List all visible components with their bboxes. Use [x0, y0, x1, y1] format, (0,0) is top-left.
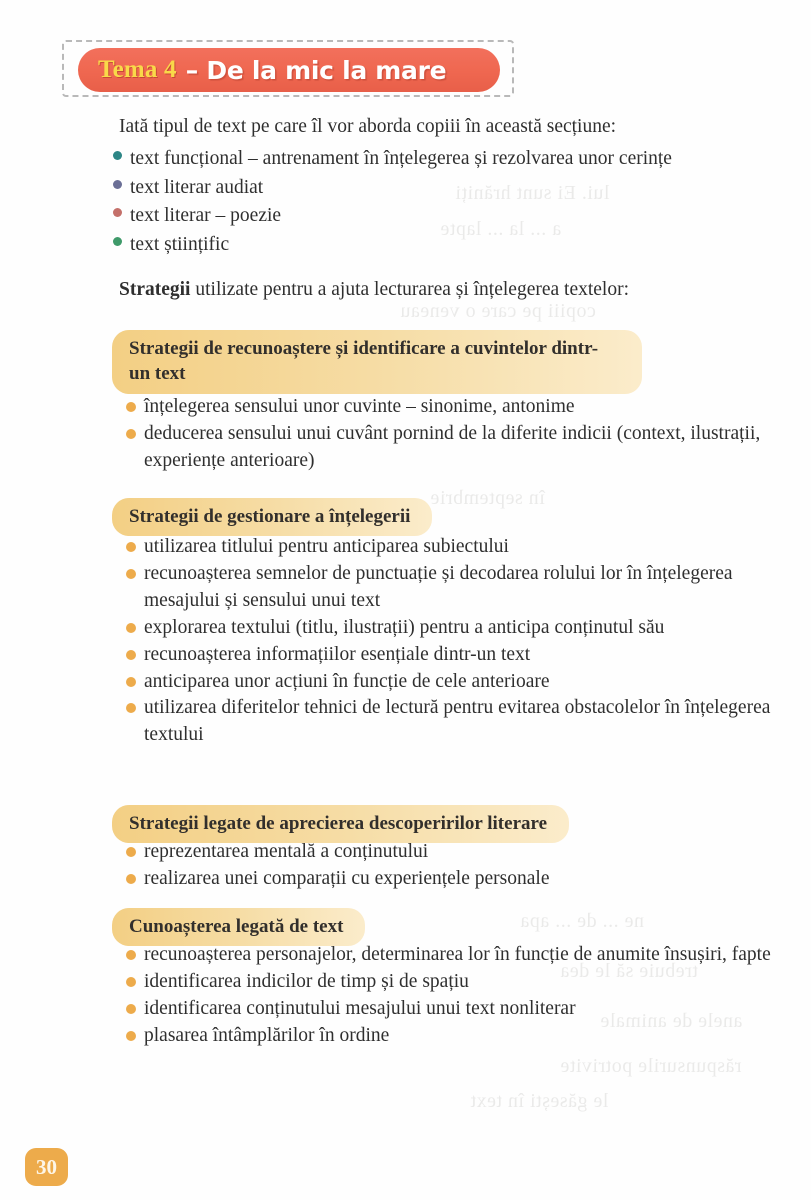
ghost-text: răspunsurile potrivite [560, 1055, 742, 1077]
list-item-label: text literar – poezie [130, 205, 282, 227]
bullet-dot-icon [113, 151, 122, 160]
bullet-dot-icon [126, 569, 136, 579]
list-item-label: realizarea unei comparații cu experiențele personale [144, 867, 550, 889]
bullet-dot-icon [126, 650, 136, 660]
list-item-label: anticiparea unor acțiuni în funcție de cele anterioare [144, 670, 550, 692]
ghost-text: trebuie să le dea [560, 960, 698, 982]
list-item-label: utilizarea titlului pentru anticiparea subiectului [144, 536, 509, 557]
list-item-label: înțelegerea sensului unor cuvinte – sinonime, antonime [144, 396, 575, 417]
strategies-intro-rest: utilizate pentru a ajuta lecturarea și înțelegerea textelor: [190, 279, 630, 300]
ghost-text: copiii pe care o veneau [400, 300, 596, 322]
intro-paragraph: Iată tipul de text pe care îl vor aborda copiii în această secțiune: [119, 116, 617, 137]
theme-banner [78, 48, 500, 92]
list-item [113, 145, 672, 174]
bullet-dot-icon [126, 402, 136, 412]
list-item-label: text funcțional – antrenament în înțelegerea și rezolvarea unor cerințe [130, 148, 672, 169]
bullet-dot-icon [126, 977, 136, 987]
bullet-dot-icon [126, 950, 136, 960]
list-item-label: text literar audiat [130, 176, 264, 198]
section-heading: Strategii de recunoaștere și identificare a cuvintelor dintr-un text [112, 330, 642, 394]
strategies-intro-bold: Strategii [119, 279, 191, 300]
list-item-label: identificarea conținutului mesajului unui text nonliterar [144, 997, 576, 1019]
list-item [126, 969, 774, 996]
ghost-text: lui. Ei sunt hrăniți [455, 182, 610, 204]
list-item-label: recunoașterea personajelor, determinarea lor în funcție de anumite însușiri, fapte [144, 944, 771, 965]
theme-banner-frame [62, 40, 514, 97]
section-item-list [126, 534, 774, 749]
bullet-dot-icon [126, 703, 136, 713]
list-item [126, 534, 774, 561]
ghost-text: în septembrie [430, 487, 545, 509]
bullet-dot-icon [126, 1004, 136, 1014]
list-item-label: plasarea întâmplărilor în ordine [144, 1024, 390, 1046]
list-item-label: utilizarea diferitelor tehnici de lectură pentru evitarea obstacolelor în înțelegerea textului [144, 697, 771, 746]
section-item-list [126, 839, 774, 893]
list-item [126, 615, 774, 642]
list-item [126, 669, 774, 696]
bullet-dot-icon [126, 874, 136, 884]
bullet-dot-icon [126, 1031, 136, 1041]
list-item [126, 1023, 774, 1050]
section-heading: Strategii de gestionare a înțelegerii [112, 498, 432, 536]
theme-number-label: Tema 4 [98, 56, 177, 83]
list-item-label: explorarea textului (titlu, ilustrații) pentru a anticipa conținutul său [144, 616, 665, 638]
list-item [126, 839, 774, 866]
section-item-list [126, 942, 774, 1050]
section-item-list [126, 394, 774, 475]
list-item [126, 642, 774, 669]
ghost-text: ne ... de ... apa [520, 910, 645, 932]
bullet-dot-icon [113, 237, 122, 246]
list-item [113, 231, 672, 260]
list-item [113, 202, 672, 231]
ghost-text: a ... la ... lapte [440, 218, 562, 240]
list-item [126, 866, 774, 893]
bullet-dot-icon [126, 429, 136, 439]
list-item [126, 394, 774, 421]
section-heading: Cunoașterea legată de text [112, 908, 365, 946]
theme-title: – De la mic la mare [185, 55, 447, 85]
bullet-dot-icon [126, 623, 136, 633]
list-item [126, 996, 774, 1023]
bullet-dot-icon [126, 677, 136, 687]
page-number-badge: 30 [25, 1148, 68, 1186]
list-item [126, 561, 774, 615]
section-heading: Strategii legate de aprecierea descoperirilor literare [112, 805, 569, 843]
list-item [113, 421, 774, 475]
list-item-label: identificarea indicilor de timp și de spațiu [144, 970, 469, 992]
list-item [113, 174, 672, 203]
list-item [126, 942, 774, 969]
ghost-text: le găsești în text [470, 1090, 609, 1112]
list-item-label: deducerea sensului unui cuvânt pornind de la diferite indicii (context, ilustrații, experiențe anterioare) [144, 422, 761, 471]
strategies-intro-paragraph [119, 277, 629, 302]
bullet-dot-icon [126, 542, 136, 552]
list-item [126, 695, 774, 749]
ghost-text: anele de animale [600, 1010, 743, 1032]
text-type-list [113, 145, 672, 260]
bullet-dot-icon [113, 180, 122, 189]
list-item-label: recunoașterea semnelor de punctuație și decodarea rolului lor în înțelegerea mesajului și sensului unui text [144, 562, 733, 611]
bullet-dot-icon [113, 208, 122, 217]
list-item-label: text științific [130, 233, 230, 255]
bullet-dot-icon [126, 847, 136, 857]
list-item-label: recunoașterea informațiilor esențiale dintr-un text [144, 643, 531, 665]
list-item-label: reprezentarea mentală a conținutului [144, 841, 429, 862]
